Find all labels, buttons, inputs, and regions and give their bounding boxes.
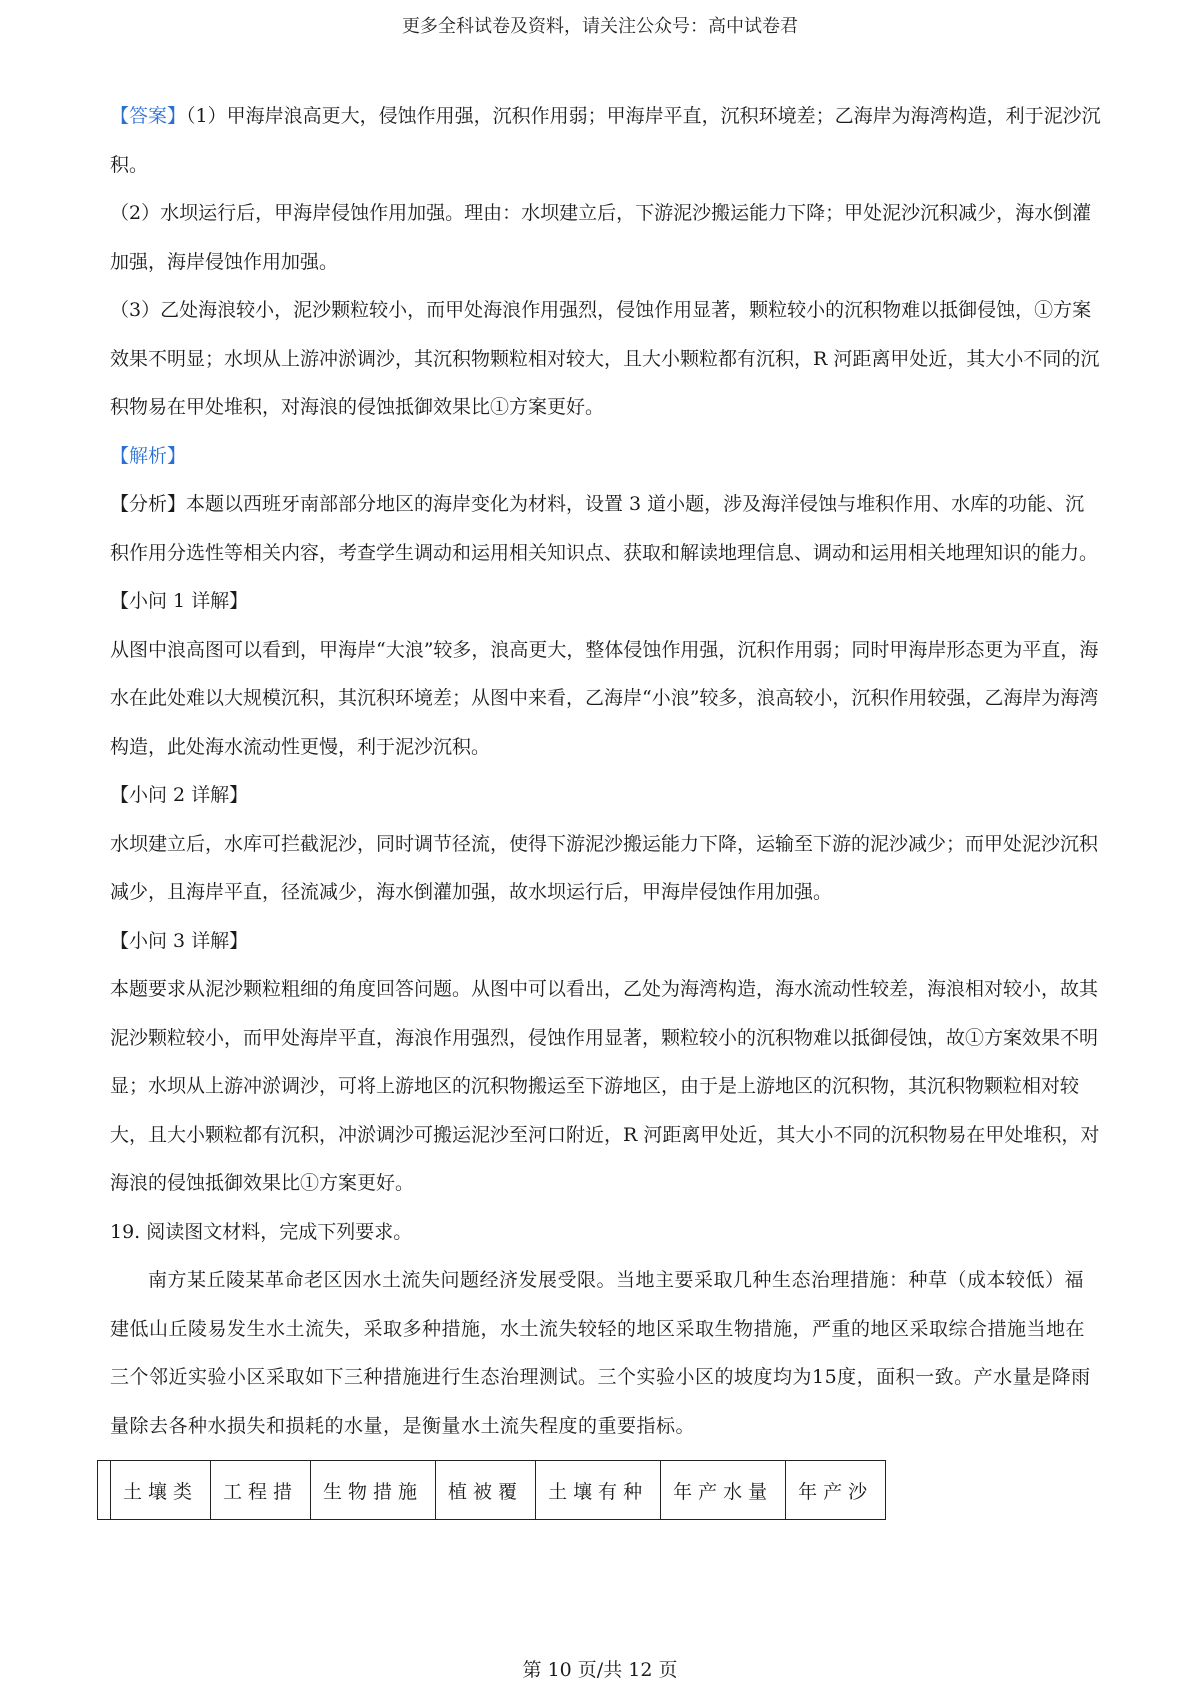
answer-q2: （2）水坝运行后，甲海岸侵蚀作用加强。理由：水坝建立后，下游泥沙搬运能力下降；甲处泥沙沉积减少，海水倒灌加强，海岸侵蚀作用加强。	[110, 202, 1092, 273]
measures-table	[97, 1460, 886, 1520]
answer-q3: （3）乙处海浪较小，泥沙颗粒较小，而甲处海浪作用强烈，侵蚀作用显著，颗粒较小的沉积物难以抵御侵蚀，①方案效果不明显；水坝从上游冲淤调沙，其沉积物颗粒相对较大，且大小颗粒都有沉积，R 河距离甲处近，其大小不同的沉积物易在甲处堆积，对海浪的侵蚀抵御效果比①方案更好。	[110, 299, 1100, 418]
sub1-text: 从图中浪高图可以看到，甲海岸“大浪”较多，浪高更大，整体侵蚀作用强，沉积作用弱；同时甲海岸形态更为平直，海水在此处难以大规模沉积，其沉积环境差；从图中来看，乙海岸“小浪”较多，浪高较小，沉积作用较强，乙海岸为海湾构造，此处海水流动性更慢，利于泥沙沉积。	[110, 638, 1099, 758]
table-header-cell: 年产沙	[786, 1461, 886, 1520]
table-header-cell: 年产水量	[661, 1461, 786, 1520]
answer-q1	[110, 92, 1102, 189]
page-footer: 第 10 页/共 12 页	[522, 1659, 678, 1681]
table-header-cell: 生物措施	[311, 1461, 436, 1520]
answer-q1-text: （1）甲海岸浪高更大，侵蚀作用强，沉积作用弱；甲海岸平直，沉积环境差；乙海岸为海湾构造，利于泥沙沉积。	[110, 105, 1101, 176]
answer-tag: 【答案】	[110, 105, 187, 127]
sub2-title: 【小问 2 详解】	[110, 784, 249, 806]
sub1-title: 【小问 1 详解】	[110, 590, 249, 612]
table-header-cell: 土壤类	[111, 1461, 211, 1520]
table-corner-cell	[98, 1461, 111, 1520]
page-header: 更多全科试卷及资料，请关注公众号：高中试卷君	[402, 16, 798, 37]
q19-stem: 19. 阅读图文材料，完成下列要求。	[110, 1220, 413, 1243]
sub3-title: 【小问 3 详解】	[110, 929, 249, 952]
q19-material: 南方某丘陵某革命老区因水土流失问题经济发展受限。当地主要采取几种生态治理措施：种草（成本较低）福建低山丘陵易发生水土流失，采取多种措施，水土流失较轻的地区采取生物措施，严重的地区采取综合措施当地在三个邻近实验小区采取如下三种措施进行生态治理测试。三个实验小区的坡度均为15度，面积一致。产水量是降雨量除去各种水损失和损耗的水量，是衡量水土流失程度的重要指标。	[110, 1269, 1091, 1437]
sub2-text: 水坝建立后，水库可拦截泥沙，同时调节径流，使得下游泥沙搬运能力下降，运输至下游的泥沙减少；而甲处泥沙沉积减少，且海岸平直，径流减少，海水倒灌加强，故水坝运行后，甲海岸侵蚀作用加强。	[110, 832, 1099, 903]
table-header-cell: 植被覆	[436, 1461, 536, 1520]
page-content	[110, 92, 1102, 1450]
table-header-cell: 工程措	[211, 1461, 311, 1520]
analysis-tag: 【解析】	[110, 444, 187, 467]
analysis-summary: 【分析】本题以西班牙南部部分地区的海岸变化为材料，设置 3 道小题，涉及海洋侵蚀与堆积作用、水库的功能、沉积作用分选性等相关内容，考查学生调动和运用相关知识点、获取和解读地理信息、调动和运用相关地理知识的能力。	[110, 493, 1099, 564]
table-header-row	[98, 1461, 886, 1520]
table-header-cell: 土壤有种	[536, 1461, 661, 1520]
sub3-text: 本题要求从泥沙颗粒粗细的角度回答问题。从图中可以看出，乙处为海湾构造，海水流动性较差，海浪相对较小，故其泥沙颗粒较小，而甲处海岸平直，海浪作用强烈，侵蚀作用显著，颗粒较小的沉积物难以抵御侵蚀，故①方案效果不明显；水坝从上游冲淤调沙，可将上游地区的沉积物搬运至下游地区，由于是上游地区的沉积物，其沉积物颗粒相对较大，且大小颗粒都有沉积，冲淤调沙可搬运泥沙至河口附近，R 河距离甲处近，其大小不同的沉积物易在甲处堆积，对海浪的侵蚀抵御效果比①方案更好。	[110, 978, 1100, 1194]
